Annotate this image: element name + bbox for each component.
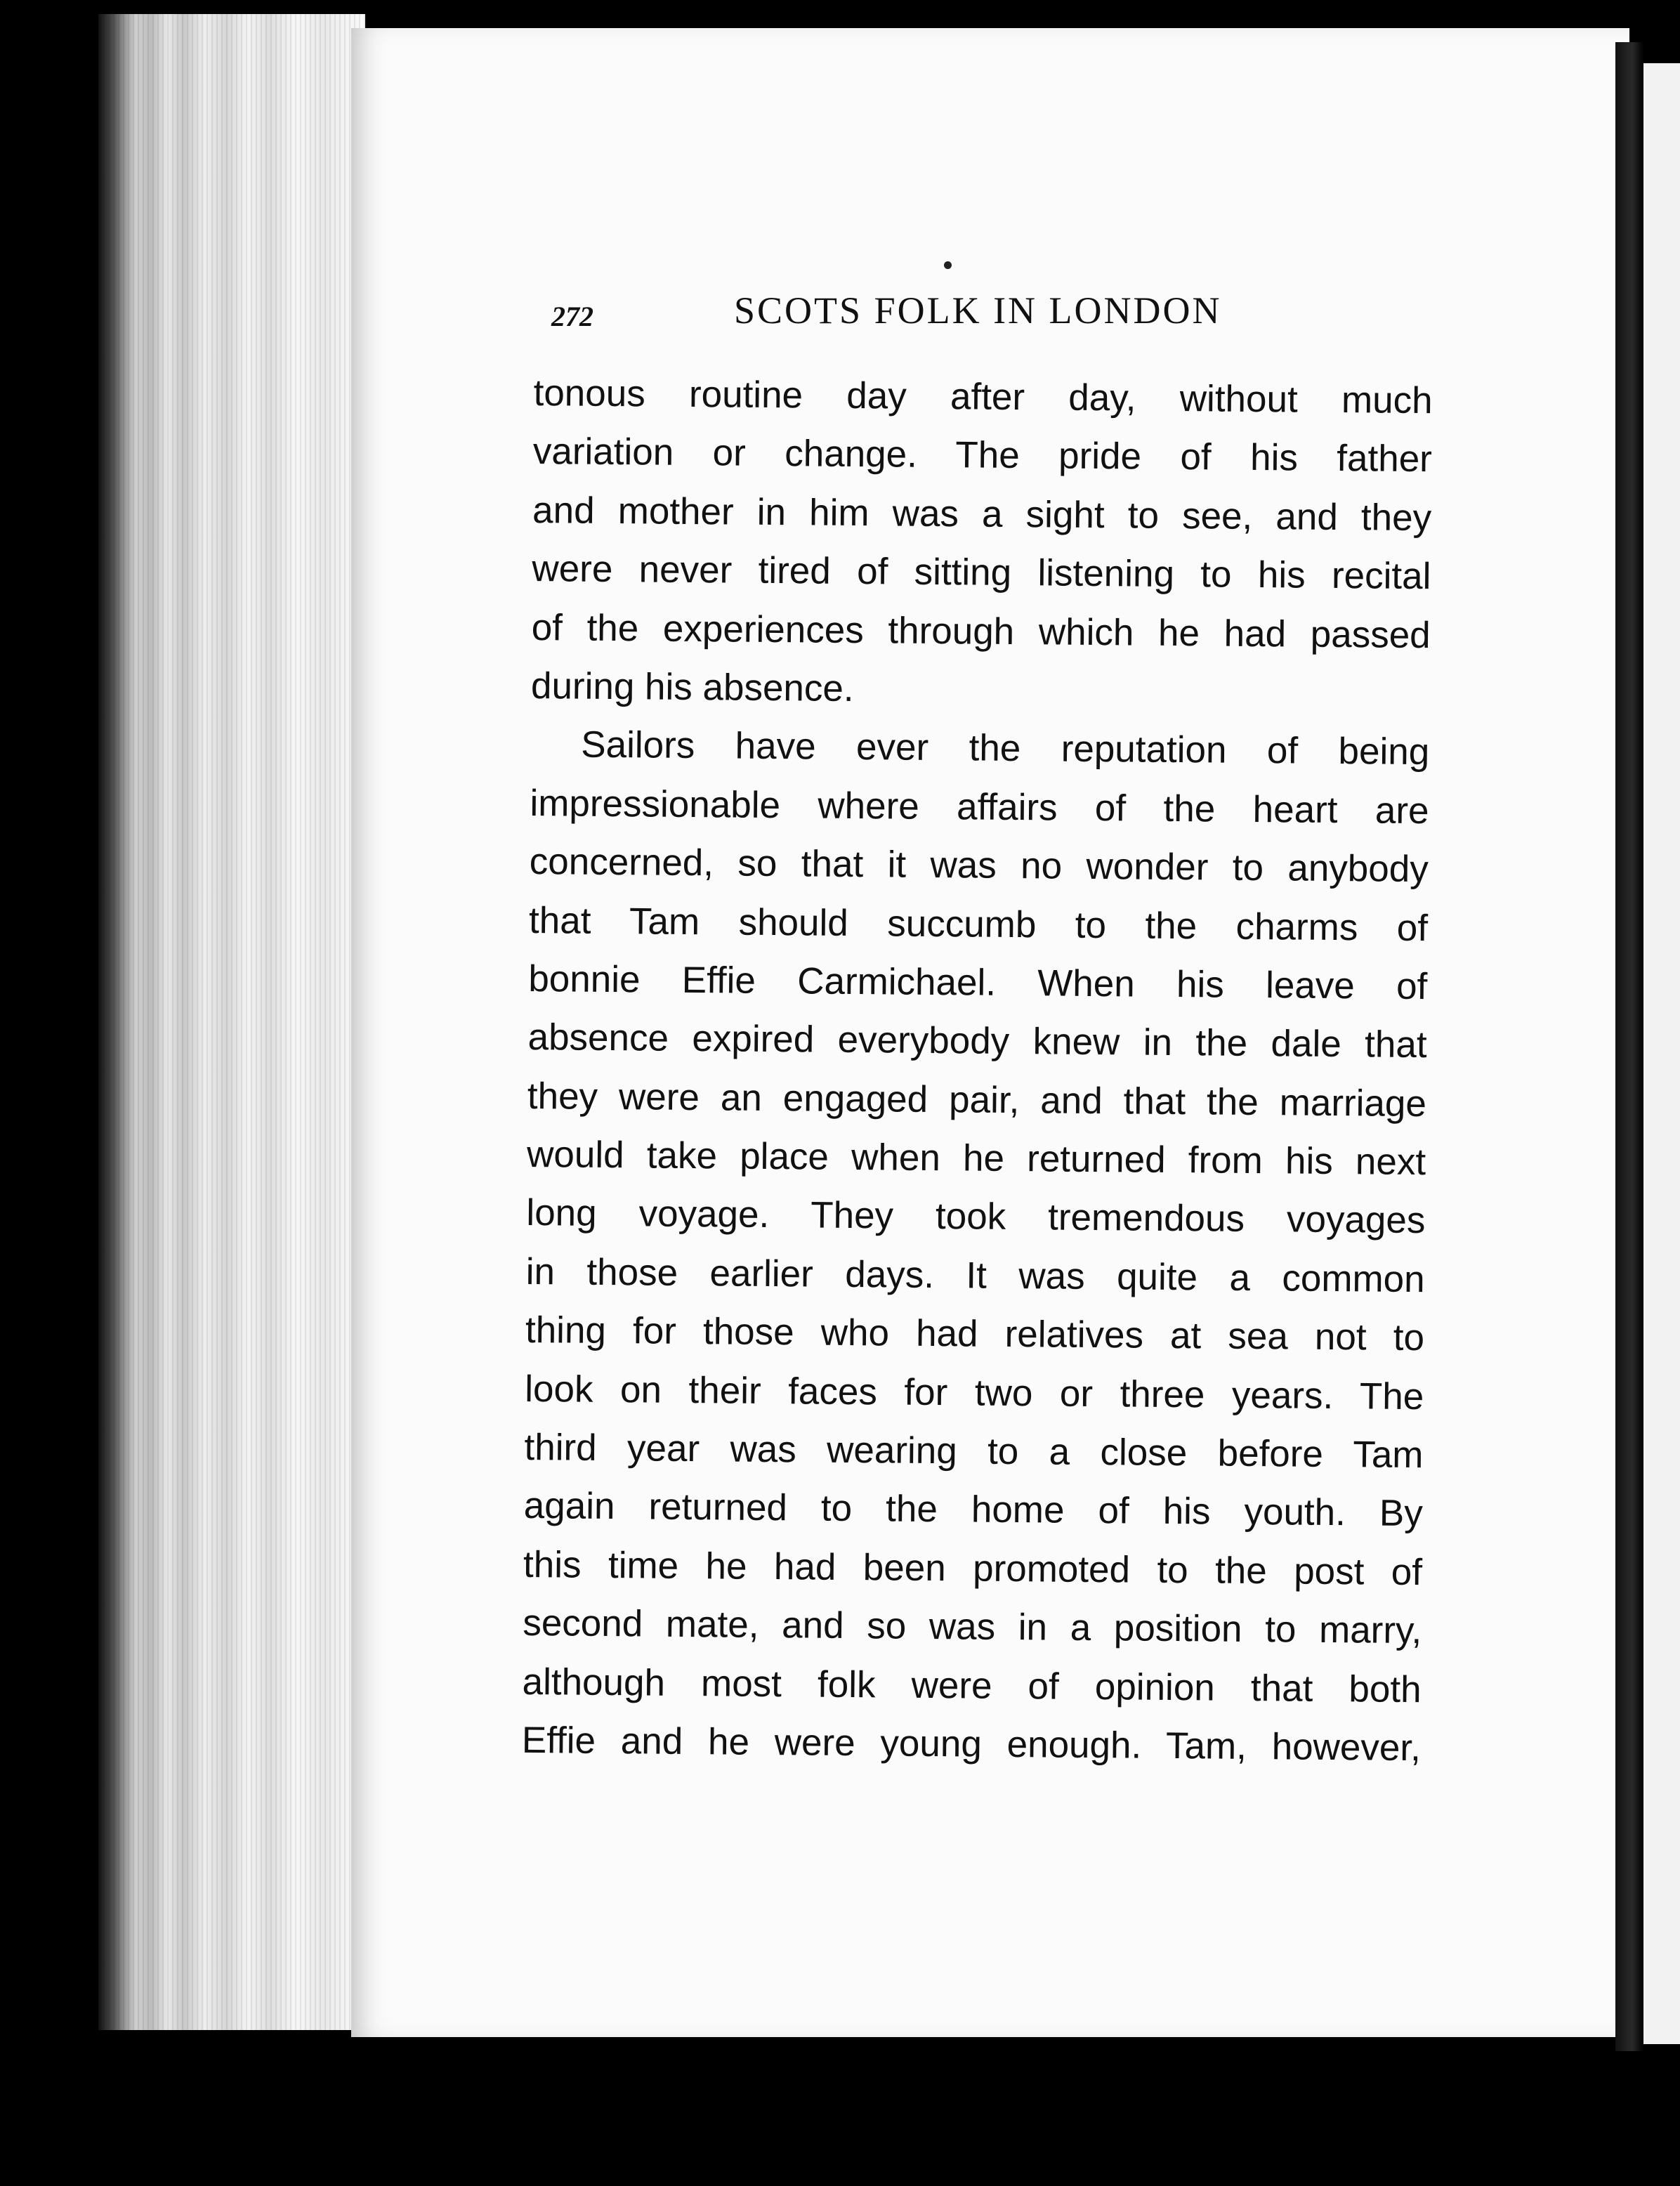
text-line: concerned, so that it was no wonder to anybody [529,841,1429,891]
body-text [522,364,1433,1777]
text-line: were never tired of sitting listening to his recital [532,548,1431,598]
text-line: during his absence. [530,665,854,709]
text-line: variation or change. The pride of his father [532,431,1433,480]
running-title: SCOTS FOLK IN LONDON [734,289,1222,332]
book-page-edges [98,14,365,2030]
facing-page-edge [1615,42,1643,2051]
text-line: look on their faces for two or three years. The [525,1368,1424,1418]
text-line: second mate, and so was in a position to marry, [523,1602,1422,1652]
text-line: third year was wearing to a close before Tam [524,1426,1424,1477]
text-line: impressionable where affairs of the heart are [530,782,1429,832]
text-line: absence expired everybody knew in the dale that [527,1016,1427,1066]
text-line: this time he had been promoted to the post of [523,1543,1423,1593]
page-number: 272 [551,301,593,332]
text-line: bonnie Effie Carmichael. When his leave of [528,957,1428,1008]
text-line: Sailors have ever the reputation of being [581,724,1430,773]
text-line: again returned to the home of his youth. By [523,1485,1424,1535]
ink-speck [944,261,952,269]
text-line: would take place when he returned from his next [526,1134,1426,1184]
text-line: although most folk were of opinion that both [522,1661,1422,1710]
text-line: in those earlier days. It was quite a common [525,1250,1425,1300]
facing-page-sliver [1643,63,1680,2044]
text-line: that Tam should succumb to the charms of [528,899,1429,949]
page-header [551,284,1261,348]
text-line: and mother in him was a sight to see, and they [532,489,1432,539]
text-line: they were an engaged pair, and that the marriage [527,1075,1427,1125]
text-line: of the experiences through which he had passed [531,606,1431,656]
text-line: long voyage. They took tremendous voyages [526,1192,1426,1242]
text-line: thing for those who had relatives at sea not to [525,1309,1425,1359]
text-line: Effie and he were young enough. Tam, however, [521,1719,1422,1769]
text-line: tonous routine day after day, without much [533,372,1433,422]
